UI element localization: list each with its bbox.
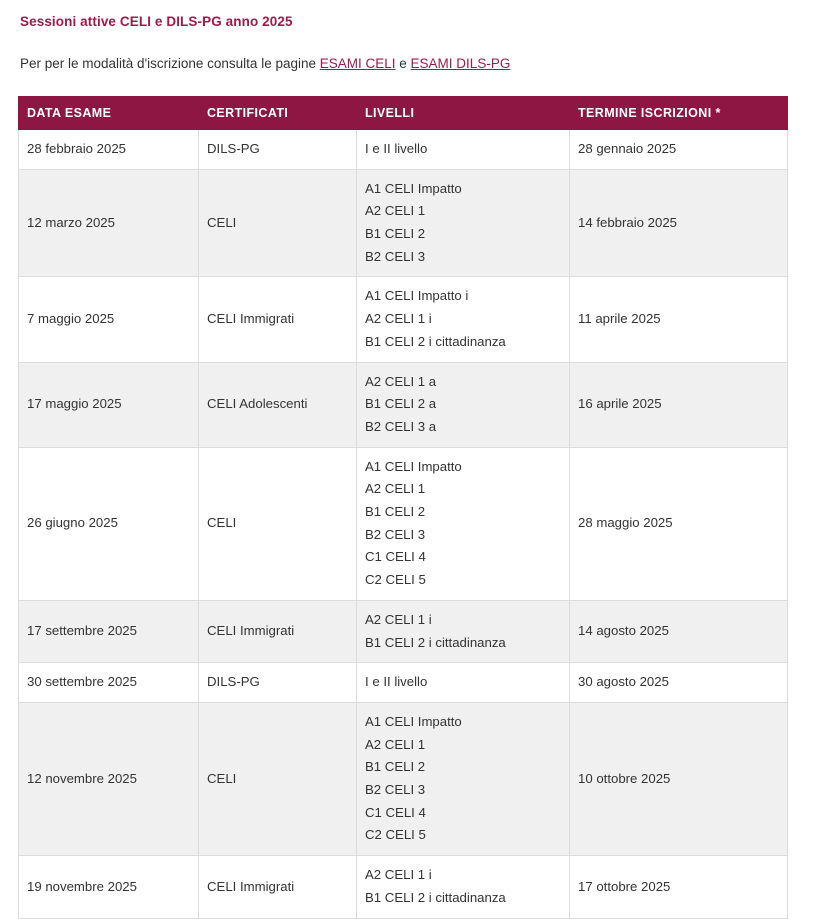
cell-livelli [357,856,570,918]
intro-text: Per per le modalità d'iscrizione consulta le pagine [20,56,320,71]
level-item: A1 CELI Impatto [365,458,462,474]
intro-paragraph [20,55,795,74]
level-item: A2 CELI 1 [365,203,426,219]
level-item: I e II livello [365,140,428,156]
level-item: B1 CELI 2 i cittadinanza [365,889,506,905]
column-header-data-esame: DATA ESAME [19,96,199,129]
level-item: B2 CELI 3 [365,248,426,264]
cell-certificati: CELI Adolescenti [199,362,357,447]
level-item: B1 CELI 2 a [365,396,437,412]
cell-termine-iscrizioni: 11 aprile 2025 [570,277,788,362]
level-item: A2 CELI 1 i [365,867,432,883]
level-item: C1 CELI 4 [365,549,426,565]
cell-termine-iscrizioni: 28 maggio 2025 [570,447,788,600]
cell-livelli [357,702,570,855]
cell-livelli [357,663,570,703]
level-item: B1 CELI 2 i cittadinanza [365,634,506,650]
cell-data-esame: 12 marzo 2025 [19,169,199,277]
level-item: C1 CELI 4 [365,804,426,820]
level-item: B1 CELI 2 [365,504,426,520]
cell-termine-iscrizioni: 28 gennaio 2025 [570,129,788,169]
table-row [19,362,788,447]
cell-certificati: CELI Immigrati [199,277,357,362]
table-head [19,96,788,129]
intro-separator: e [395,56,411,71]
cell-data-esame: 19 novembre 2025 [19,856,199,918]
level-item: A1 CELI Impatto [365,180,462,196]
table-row [19,169,788,277]
table-row [19,600,788,662]
table-row [19,129,788,169]
table-body [19,129,788,918]
cell-certificati: CELI Immigrati [199,856,357,918]
cell-termine-iscrizioni: 17 ottobre 2025 [570,856,788,918]
cell-data-esame: 17 maggio 2025 [19,362,199,447]
level-item: A2 CELI 1 i [365,611,432,627]
cell-termine-iscrizioni: 30 agosto 2025 [570,663,788,703]
column-header-termine-iscrizioni: TERMINE ISCRIZIONI * [570,96,788,129]
level-item: B2 CELI 3 [365,782,426,798]
cell-livelli [357,277,570,362]
table-row [19,856,788,918]
cell-livelli [357,447,570,600]
cell-livelli [357,362,570,447]
level-item: B1 CELI 2 [365,226,426,241]
level-item: A1 CELI Impatto i [365,288,469,304]
cell-termine-iscrizioni: 16 aprile 2025 [570,362,788,447]
table-row [19,702,788,855]
cell-certificati: DILS-PG [199,129,357,169]
level-item: A2 CELI 1 [365,736,426,752]
level-item: A2 CELI 1 i [365,311,432,327]
level-item: I e II livello [365,674,428,690]
cell-certificati: CELI [199,169,357,277]
cell-certificati: CELI [199,447,357,600]
table-row [19,663,788,703]
link-esami-celi[interactable]: ESAMI CELI [319,56,396,71]
table-row [19,277,788,362]
cell-data-esame: 17 settembre 2025 [19,600,199,662]
cell-certificati: DILS-PG [199,663,357,703]
level-item: B1 CELI 2 [365,759,426,775]
cell-data-esame: 12 novembre 2025 [19,702,199,855]
cell-data-esame: 26 giugno 2025 [19,447,199,600]
level-item: C2 CELI 5 [365,827,426,843]
level-item: A2 CELI 1 [365,481,426,497]
level-item: A2 CELI 1 a [365,373,437,389]
cell-certificati: CELI Immigrati [199,600,357,662]
table-row [19,447,788,600]
cell-termine-iscrizioni: 14 febbraio 2025 [570,169,788,277]
cell-livelli [357,600,570,662]
link-esami-dils-pg[interactable]: ESAMI DILS-PG [410,56,511,71]
column-header-livelli: LIVELLI [357,96,570,129]
level-item: B2 CELI 3 a [365,418,437,434]
cell-termine-iscrizioni: 14 agosto 2025 [570,600,788,662]
cell-termine-iscrizioni: 10 ottobre 2025 [570,702,788,855]
cell-livelli [357,129,570,169]
column-header-certificati: CERTIFICATI [199,96,357,129]
level-item: B2 CELI 3 [365,526,426,542]
level-item: A1 CELI Impatto [365,713,462,729]
level-item: C2 CELI 5 [365,572,426,588]
level-item: B1 CELI 2 i cittadinanza [365,333,506,349]
cell-livelli [357,169,570,277]
cell-data-esame: 7 maggio 2025 [19,277,199,362]
sessions-table [18,96,788,919]
table-header-row [19,96,788,129]
page-title: Sessioni attive CELI e DILS-PG anno 2025 [20,14,293,29]
cell-data-esame: 30 settembre 2025 [19,663,199,703]
cell-certificati: CELI [199,702,357,855]
cell-data-esame: 28 febbraio 2025 [19,129,199,169]
